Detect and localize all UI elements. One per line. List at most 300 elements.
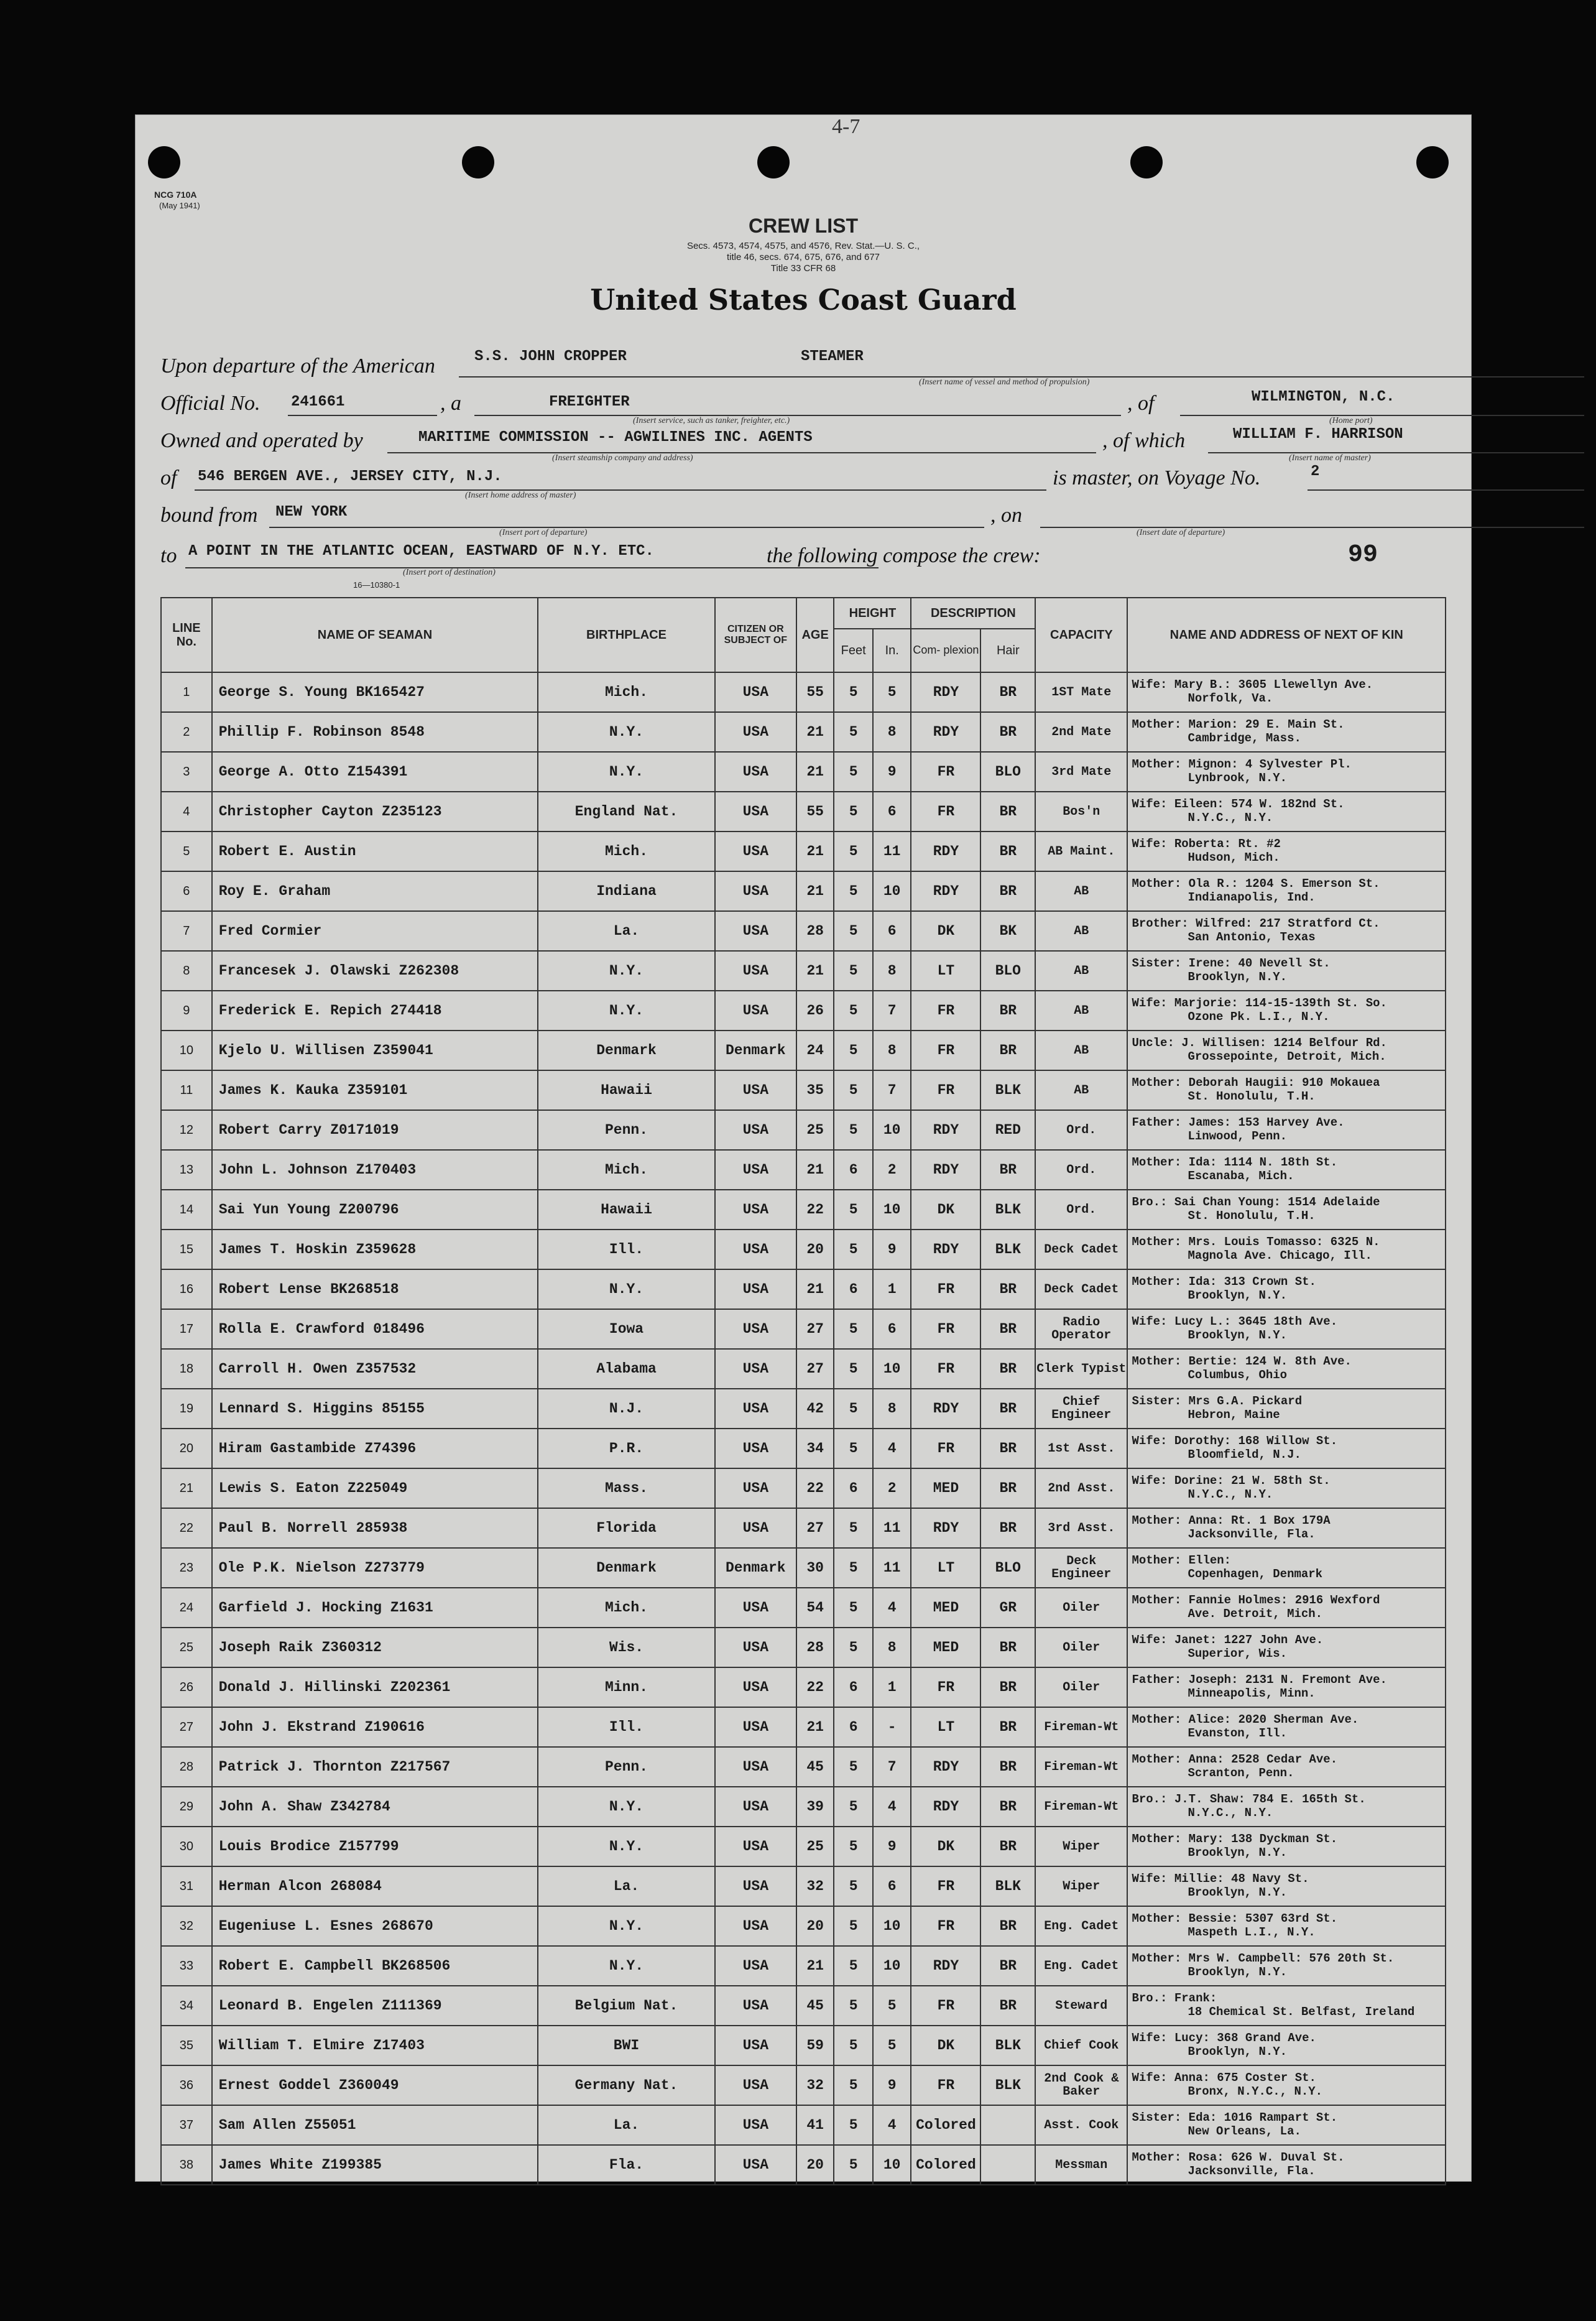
citizenship: USA xyxy=(715,2145,796,2185)
birthplace: La. xyxy=(538,2105,714,2145)
birthplace: Mass. xyxy=(538,1468,714,1508)
seaman-name: Patrick J. Thornton Z217567 xyxy=(212,1747,538,1787)
complexion: LT xyxy=(911,1707,980,1747)
table-row xyxy=(161,832,1446,871)
next-of-kin xyxy=(1127,792,1446,832)
capacity: Bos'n xyxy=(1035,792,1127,832)
citizenship: USA xyxy=(715,1588,796,1628)
next-of-kin xyxy=(1127,1667,1446,1707)
next-of-kin-line-1: Brother: Wilfred: 217 Stratford Ct. xyxy=(1132,917,1380,931)
age: 21 xyxy=(796,832,834,871)
height-feet: 6 xyxy=(834,1468,873,1508)
capacity: Deck Cadet xyxy=(1035,1269,1127,1309)
row-line-no: 6 xyxy=(161,871,212,911)
complexion: FR xyxy=(911,1269,980,1309)
punch-hole-icon xyxy=(757,146,790,178)
birthplace: N.Y. xyxy=(538,1827,714,1866)
next-of-kin xyxy=(1127,1747,1446,1787)
punch-hole-icon xyxy=(462,146,494,178)
height-feet: 5 xyxy=(834,1548,873,1588)
hair: BR xyxy=(980,1468,1035,1508)
hair: BR xyxy=(980,1707,1035,1747)
hair: BR xyxy=(980,1946,1035,1986)
row-line-no: 22 xyxy=(161,1508,212,1548)
birthplace: Indiana xyxy=(538,871,714,911)
citizenship: USA xyxy=(715,1628,796,1667)
hair: GR xyxy=(980,1588,1035,1628)
seaman-name: Leonard B. Engelen Z111369 xyxy=(212,1986,538,2026)
capacity: Fireman-Wt xyxy=(1035,1707,1127,1747)
seaman-name: Hiram Gastambide Z74396 xyxy=(212,1429,538,1468)
on-label: , on xyxy=(990,504,1022,527)
citizenship: USA xyxy=(715,1150,796,1190)
row-line-no: 1 xyxy=(161,672,212,712)
row-line-no: 30 xyxy=(161,1827,212,1866)
seaman-name: Frederick E. Repich 274418 xyxy=(212,991,538,1031)
age: 42 xyxy=(796,1389,834,1429)
height-inches: 6 xyxy=(873,1866,911,1906)
next-of-kin-line-2: Brooklyn, N.Y. xyxy=(1188,1328,1288,1342)
table-row xyxy=(161,1906,1446,1946)
age: 28 xyxy=(796,911,834,951)
next-of-kin xyxy=(1127,672,1446,712)
birthplace: N.Y. xyxy=(538,712,714,752)
age: 54 xyxy=(796,1588,834,1628)
complexion: FR xyxy=(911,1866,980,1906)
complexion: RDY xyxy=(911,1787,980,1827)
age: 20 xyxy=(796,2145,834,2185)
complexion: RDY xyxy=(911,1946,980,1986)
hair: BR xyxy=(980,1150,1035,1190)
complexion: LT xyxy=(911,1548,980,1588)
height-feet: 5 xyxy=(834,991,873,1031)
company: MARITIME COMMISSION -- AGWILINES INC. AGENTS xyxy=(418,429,813,446)
next-of-kin-line-1: Mother: Anna: 2528 Cedar Ave. xyxy=(1132,1753,1338,1767)
next-of-kin-line-1: Mother: Bessie: 5307 63rd St. xyxy=(1132,1912,1338,1926)
table-row xyxy=(161,1986,1446,2026)
next-of-kin-line-2: Minneapolis, Minn. xyxy=(1188,1687,1316,1700)
seaman-name: John A. Shaw Z342784 xyxy=(212,1787,538,1827)
master-address: 546 BERGEN AVE., JERSEY CITY, N.J. xyxy=(198,468,502,485)
capacity: Steward xyxy=(1035,1986,1127,2026)
next-of-kin-line-1: Mother: Rosa: 626 W. Duval St. xyxy=(1132,2151,1345,2165)
age: 20 xyxy=(796,1906,834,1946)
row-line-no: 33 xyxy=(161,1946,212,1986)
hair: BLO xyxy=(980,951,1035,991)
seaman-name: Sai Yun Young Z200796 xyxy=(212,1190,538,1230)
table-row xyxy=(161,1747,1446,1787)
age: 21 xyxy=(796,1269,834,1309)
complexion: RDY xyxy=(911,832,980,871)
table-row xyxy=(161,991,1446,1031)
agency-title: United States Coast Guard xyxy=(590,283,1017,317)
citizenship: USA xyxy=(715,871,796,911)
complexion: RDY xyxy=(911,1389,980,1429)
next-of-kin-line-2: Maspeth L.I., N.Y. xyxy=(1188,1925,1316,1939)
seaman-name: Christopher Cayton Z235123 xyxy=(212,792,538,832)
seaman-name: Donald J. Hillinski Z202361 xyxy=(212,1667,538,1707)
next-of-kin xyxy=(1127,1349,1446,1389)
vessel-type: FREIGHTER xyxy=(549,394,630,410)
header-line-no: LINE No. xyxy=(161,598,212,672)
seaman-name: James T. Hoskin Z359628 xyxy=(212,1230,538,1269)
hair: BR xyxy=(980,991,1035,1031)
crew-table xyxy=(160,597,1446,2178)
seaman-name: Lewis S. Eaton Z225049 xyxy=(212,1468,538,1508)
table-row xyxy=(161,1548,1446,1588)
birthplace: Florida xyxy=(538,1508,714,1548)
hair xyxy=(980,2145,1035,2185)
birthplace: Denmark xyxy=(538,1548,714,1588)
complexion: FR xyxy=(911,1429,980,1468)
capacity: 2nd Mate xyxy=(1035,712,1127,752)
seaman-name: Roy E. Graham xyxy=(212,871,538,911)
next-of-kin xyxy=(1127,1468,1446,1508)
of-which-label: , of which xyxy=(1102,429,1186,452)
complexion: FR xyxy=(911,991,980,1031)
row-line-no: 20 xyxy=(161,1429,212,1468)
next-of-kin-line-2: Brooklyn, N.Y. xyxy=(1188,1846,1288,1860)
citizenship: USA xyxy=(715,911,796,951)
citizenship: USA xyxy=(715,2065,796,2105)
age: 26 xyxy=(796,991,834,1031)
citizenship: USA xyxy=(715,991,796,1031)
complexion: FR xyxy=(911,1906,980,1946)
complexion: Colored xyxy=(911,2105,980,2145)
age: 25 xyxy=(796,1827,834,1866)
capacity: 3rd Mate xyxy=(1035,752,1127,792)
height-feet: 6 xyxy=(834,1150,873,1190)
hair: BLK xyxy=(980,1190,1035,1230)
departure-port-hint: (Insert port of departure) xyxy=(499,528,588,537)
capacity: Ord. xyxy=(1035,1190,1127,1230)
master-name: WILLIAM F. HARRISON xyxy=(1233,426,1403,443)
height-feet: 5 xyxy=(834,1031,873,1070)
next-of-kin-line-2: Ave. Detroit, Mich. xyxy=(1188,1607,1323,1621)
table-row xyxy=(161,1230,1446,1269)
crew-count: 99 xyxy=(1348,541,1378,569)
capacity: 2nd Cook & Baker xyxy=(1035,2065,1127,2105)
next-of-kin-line-2: Magnola Ave. Chicago, Ill. xyxy=(1188,1249,1372,1262)
birthplace: N.Y. xyxy=(538,1787,714,1827)
hair: BLK xyxy=(980,2026,1035,2065)
capacity: Deck Cadet xyxy=(1035,1230,1127,1269)
height-feet: 5 xyxy=(834,832,873,871)
next-of-kin-line-2: Ozone Pk. L.I., N.Y. xyxy=(1188,1010,1330,1024)
birthplace: Hawaii xyxy=(538,1070,714,1110)
next-of-kin-line-1: Sister: Mrs G.A. Pickard xyxy=(1132,1394,1303,1409)
table-row xyxy=(161,1269,1446,1309)
citizenship: USA xyxy=(715,1269,796,1309)
citizenship: USA xyxy=(715,2105,796,2145)
seaman-name: George S. Young BK165427 xyxy=(212,672,538,712)
height-inches: 6 xyxy=(873,792,911,832)
hair: BR xyxy=(980,832,1035,871)
age: 59 xyxy=(796,2026,834,2065)
complexion: FR xyxy=(911,1309,980,1349)
next-of-kin xyxy=(1127,1309,1446,1349)
capacity: Asst. Cook xyxy=(1035,2105,1127,2145)
row-line-no: 10 xyxy=(161,1031,212,1070)
next-of-kin-line-1: Wife: Eileen: 574 W. 182nd St. xyxy=(1132,797,1345,812)
header-complexion: Com- plexion xyxy=(911,629,980,672)
birthplace: N.Y. xyxy=(538,752,714,792)
a-label: , a xyxy=(440,392,461,415)
table-row xyxy=(161,1468,1446,1508)
destination-hint: (Insert port of destination) xyxy=(403,568,496,577)
capacity: Eng. Cadet xyxy=(1035,1946,1127,1986)
table-row xyxy=(161,1787,1446,1827)
hair: BR xyxy=(980,1508,1035,1548)
next-of-kin-line-1: Sister: Irene: 40 Nevell St. xyxy=(1132,957,1331,971)
hair: BR xyxy=(980,871,1035,911)
birthplace: N.J. xyxy=(538,1389,714,1429)
complexion: DK xyxy=(911,1190,980,1230)
height-feet: 5 xyxy=(834,1309,873,1349)
header-capacity: CAPACITY xyxy=(1035,598,1127,672)
next-of-kin-line-1: Mother: Mrs. Louis Tomasso: 6325 N. xyxy=(1132,1235,1380,1249)
hair: BR xyxy=(980,1389,1035,1429)
row-line-no: 4 xyxy=(161,792,212,832)
row-line-no: 35 xyxy=(161,2026,212,2065)
header-age: AGE xyxy=(796,598,834,672)
row-line-no: 5 xyxy=(161,832,212,871)
next-of-kin-line-2: Copenhagen, Denmark xyxy=(1188,1567,1323,1581)
height-inches: 6 xyxy=(873,911,911,951)
header-feet: Feet xyxy=(834,629,873,672)
birthplace: Wis. xyxy=(538,1628,714,1667)
height-inches: 10 xyxy=(873,1110,911,1150)
height-feet: 5 xyxy=(834,1906,873,1946)
height-feet: 5 xyxy=(834,752,873,792)
height-feet: 5 xyxy=(834,1389,873,1429)
hair: BLO xyxy=(980,1548,1035,1588)
birthplace: N.Y. xyxy=(538,991,714,1031)
height-inches: 10 xyxy=(873,871,911,911)
hair: BR xyxy=(980,1986,1035,2026)
height-feet: 5 xyxy=(834,1866,873,1906)
height-inches: 4 xyxy=(873,2105,911,2145)
height-feet: 5 xyxy=(834,2105,873,2145)
row-line-no: 15 xyxy=(161,1230,212,1269)
complexion: RDY xyxy=(911,871,980,911)
hair: BR xyxy=(980,1309,1035,1349)
age: 28 xyxy=(796,1628,834,1667)
birthplace: Minn. xyxy=(538,1667,714,1707)
punch-hole-icon xyxy=(148,146,180,178)
table-row xyxy=(161,1588,1446,1628)
citizenship: Denmark xyxy=(715,1548,796,1588)
next-of-kin-line-1: Mother: Alice: 2020 Sherman Ave. xyxy=(1132,1713,1359,1727)
complexion: LT xyxy=(911,951,980,991)
row-line-no: 8 xyxy=(161,951,212,991)
next-of-kin-line-1: Wife: Lucy L.: 3645 18th Ave. xyxy=(1132,1315,1338,1329)
complexion: RDY xyxy=(911,1110,980,1150)
next-of-kin xyxy=(1127,2145,1446,2185)
citizenship: USA xyxy=(715,2026,796,2065)
next-of-kin-line-1: Mother: Marion: 29 E. Main St. xyxy=(1132,718,1345,732)
next-of-kin-line-2: St. Honolulu, T.H. xyxy=(1188,1209,1316,1223)
capacity: 1st Asst. xyxy=(1035,1429,1127,1468)
height-feet: 5 xyxy=(834,792,873,832)
capacity: AB Maint. xyxy=(1035,832,1127,871)
punch-hole-icon xyxy=(1130,146,1163,178)
row-line-no: 12 xyxy=(161,1110,212,1150)
capacity: AB xyxy=(1035,871,1127,911)
handwritten-mark: 4-7 xyxy=(832,115,860,138)
capacity: Eng. Cadet xyxy=(1035,1906,1127,1946)
height-feet: 5 xyxy=(834,1508,873,1548)
header-description: DESCRIPTION xyxy=(911,598,1035,629)
height-feet: 5 xyxy=(834,1827,873,1866)
age: 34 xyxy=(796,1429,834,1468)
hair: BR xyxy=(980,1667,1035,1707)
height-inches: 10 xyxy=(873,1946,911,1986)
seaman-name: Lennard S. Higgins 85155 xyxy=(212,1389,538,1429)
hair: BR xyxy=(980,792,1035,832)
capacity: Oiler xyxy=(1035,1588,1127,1628)
next-of-kin-line-1: Mother: Deborah Haugii: 910 Mokauea xyxy=(1132,1076,1380,1090)
next-of-kin-line-1: Wife: Millie: 48 Navy St. xyxy=(1132,1872,1309,1886)
next-of-kin xyxy=(1127,1230,1446,1269)
seaman-name: Robert E. Austin xyxy=(212,832,538,871)
capacity: Chief Cook xyxy=(1035,2026,1127,2065)
next-of-kin-line-2: N.Y.C., N.Y. xyxy=(1188,1488,1273,1501)
next-of-kin xyxy=(1127,2105,1446,2145)
height-inches: 10 xyxy=(873,2145,911,2185)
hair: BLO xyxy=(980,752,1035,792)
next-of-kin-line-2: Grossepointe, Detroit, Mich. xyxy=(1188,1050,1386,1063)
capacity: Fireman-Wt xyxy=(1035,1747,1127,1787)
capacity: AB xyxy=(1035,1031,1127,1070)
height-inches: 4 xyxy=(873,1787,911,1827)
master-address-hint: (Insert home address of master) xyxy=(465,491,576,500)
citizenship: USA xyxy=(715,672,796,712)
header-birthplace: BIRTHPLACE xyxy=(538,598,714,672)
age: 21 xyxy=(796,1707,834,1747)
row-line-no: 26 xyxy=(161,1667,212,1707)
voyage-line xyxy=(1308,489,1584,491)
row-line-no: 14 xyxy=(161,1190,212,1230)
age: 41 xyxy=(796,2105,834,2145)
next-of-kin xyxy=(1127,1787,1446,1827)
citizenship: USA xyxy=(715,1190,796,1230)
height-feet: 5 xyxy=(834,1787,873,1827)
capacity: Fireman-Wt xyxy=(1035,1787,1127,1827)
citizenship: USA xyxy=(715,1349,796,1389)
departure-port-line xyxy=(269,527,984,528)
height-feet: 5 xyxy=(834,1349,873,1389)
seaman-name: James White Z199385 xyxy=(212,2145,538,2185)
seaman-name: Francesek J. Olawski Z262308 xyxy=(212,951,538,991)
next-of-kin xyxy=(1127,1866,1446,1906)
table-row xyxy=(161,1309,1446,1349)
height-feet: 5 xyxy=(834,1747,873,1787)
page-title: CREW LIST xyxy=(749,215,858,237)
propulsion: STEAMER xyxy=(801,348,864,365)
next-of-kin-line-1: Bro.: Sai Chan Young: 1514 Adelaide xyxy=(1132,1195,1380,1210)
citizenship: USA xyxy=(715,1429,796,1468)
age: 22 xyxy=(796,1667,834,1707)
height-inches: 7 xyxy=(873,1747,911,1787)
birthplace: N.Y. xyxy=(538,1906,714,1946)
birthplace: La. xyxy=(538,1866,714,1906)
row-line-no: 11 xyxy=(161,1070,212,1110)
height-inches: 11 xyxy=(873,1548,911,1588)
next-of-kin-line-2: Brooklyn, N.Y. xyxy=(1188,1965,1288,1979)
height-inches: 9 xyxy=(873,752,911,792)
table-row xyxy=(161,1866,1446,1906)
table-row xyxy=(161,1707,1446,1747)
company-hint: (Insert steamship company and address) xyxy=(552,453,693,463)
row-line-no: 36 xyxy=(161,2065,212,2105)
birthplace: Mich. xyxy=(538,1150,714,1190)
crew-rows xyxy=(161,672,1446,2185)
home-port: WILMINGTON, N.C. xyxy=(1252,389,1395,405)
complexion: RDY xyxy=(911,1150,980,1190)
next-of-kin xyxy=(1127,1548,1446,1588)
citizenship: USA xyxy=(715,1110,796,1150)
hair: BLK xyxy=(980,1866,1035,1906)
departure-label: Upon departure of the American xyxy=(160,354,435,378)
home-port-line xyxy=(1180,415,1584,416)
seaman-name: John L. Johnson Z170403 xyxy=(212,1150,538,1190)
birthplace: Ill. xyxy=(538,1707,714,1747)
next-of-kin-line-2: Evanston, Ill. xyxy=(1188,1726,1288,1740)
complexion: RDY xyxy=(911,1747,980,1787)
complexion: DK xyxy=(911,911,980,951)
row-line-no: 2 xyxy=(161,712,212,752)
next-of-kin xyxy=(1127,1628,1446,1667)
height-feet: 5 xyxy=(834,672,873,712)
next-of-kin xyxy=(1127,1906,1446,1946)
hair: BR xyxy=(980,1787,1035,1827)
form-date: (May 1941) xyxy=(159,201,200,210)
height-feet: 5 xyxy=(834,1190,873,1230)
height-feet: 6 xyxy=(834,1667,873,1707)
citizenship: USA xyxy=(715,1230,796,1269)
height-feet: 5 xyxy=(834,1110,873,1150)
age: 45 xyxy=(796,1986,834,2026)
age: 21 xyxy=(796,752,834,792)
table-row xyxy=(161,1827,1446,1866)
next-of-kin xyxy=(1127,1031,1446,1070)
next-of-kin-line-1: Mother: Anna: Rt. 1 Box 179A xyxy=(1132,1514,1331,1528)
seaman-name: Sam Allen Z55051 xyxy=(212,2105,538,2145)
table-row xyxy=(161,1667,1446,1707)
next-of-kin-line-2: N.Y.C., N.Y. xyxy=(1188,811,1273,825)
height-inches: 8 xyxy=(873,951,911,991)
next-of-kin xyxy=(1127,1110,1446,1150)
capacity: Wiper xyxy=(1035,1866,1127,1906)
next-of-kin-line-2: Columbus, Ohio xyxy=(1188,1368,1288,1382)
row-line-no: 3 xyxy=(161,752,212,792)
capacity: Chief Engineer xyxy=(1035,1389,1127,1429)
table-row xyxy=(161,712,1446,752)
citizenship: USA xyxy=(715,1866,796,1906)
table-row xyxy=(161,1628,1446,1667)
table-row xyxy=(161,1946,1446,1986)
next-of-kin-line-2: New Orleans, La. xyxy=(1188,2124,1301,2138)
table-row xyxy=(161,1031,1446,1070)
table-row xyxy=(161,911,1446,951)
next-of-kin-line-1: Mother: Bertie: 124 W. 8th Ave. xyxy=(1132,1355,1352,1369)
row-line-no: 24 xyxy=(161,1588,212,1628)
table-row xyxy=(161,871,1446,911)
home-port-hint: (Home port) xyxy=(1329,416,1373,425)
form-number: NCG 710A xyxy=(154,190,197,200)
table-row xyxy=(161,1150,1446,1190)
